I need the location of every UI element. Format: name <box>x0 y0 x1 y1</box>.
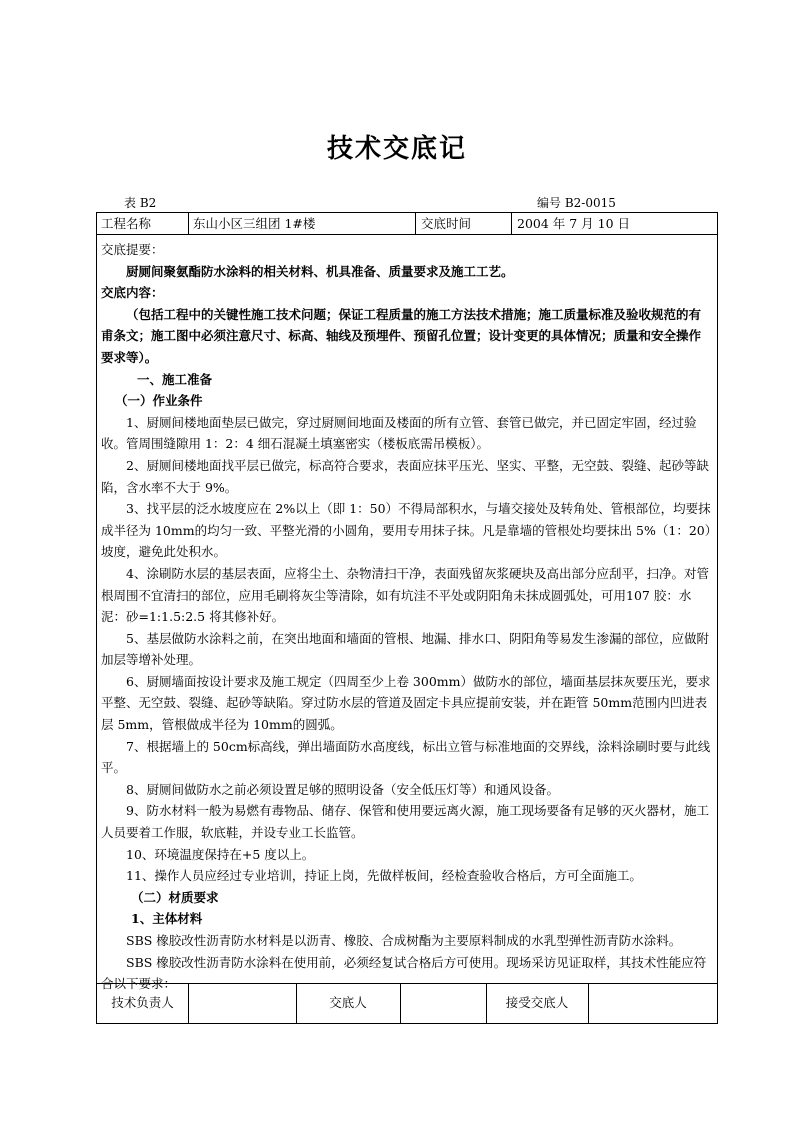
disclosure-content <box>101 239 713 995</box>
discloser-label: 交底人 <box>329 995 367 1010</box>
content-label: 交底内容： <box>101 285 164 301</box>
summary-label: 交底提要： <box>101 242 164 257</box>
material-paragraph: SBS 橡胶改性沥青防水材料是以沥青、橡胶、合成树酯为主要原料制成的水乳型弹性沥青防水涂料。 <box>126 933 682 948</box>
disclosure-form <box>96 212 718 1024</box>
condition-item: 6、厨厕墙面按设计要求及施工规定（四周至少上卷 300mm）做防水的部位，墙面基层抹灰要压光，要求平整、无空鼓、裂缝、起砂等缺陷。穿过防水层的管道及固定卡具应提前安装，并在距管 50mm范围内凹进表层 5mm，管根做成半径为 10mm的圆弧。 <box>101 673 711 733</box>
content-note: （包括工程中的关键性施工技术问题；保证工程质量的施工方法技术措施；施工质量标准及验收规范的有甫条文；施工图中必须注意尺寸、标高、轴线及预埋件、预留孔位置；设计变更的具体情况；质量和安全操作要求等）。 <box>101 306 702 365</box>
condition-item: 3、找平层的泛水坡度应在 2%以上（即 1：50）不得局部积水，与墙交接处及转角处、管根部位，均要抹成半径为 10mm的均匀一致、平整光滑的小圆角，要用专用抹子抹。凡是靠墙的管根处均要抹出 5%（1：20）坡度，避免此处积水。 <box>101 501 711 560</box>
subsection-heading: 1、主体材料 <box>131 911 203 927</box>
condition-item: 10、环境温度保持在+5 度以上。 <box>126 846 315 862</box>
condition-item: 1、厨厕间楼地面垫层已做完，穿过厨厕间地面及楼面的所有立管、套管已做完，并已固定牢固，经过验收。管周围缝隙用 1：2：4 细石混凝土填塞密实（楼板底需吊模板）。 <box>101 414 697 452</box>
header-divider <box>415 213 416 234</box>
condition-item: 2、厨厕间楼地面找平层已做完，标高符合要求，表面应抹平压光、坚实、平整，无空鼓、裂缝、起砂等缺陷，含水率不大于 9%。 <box>101 457 709 495</box>
serial-number: 编号 B2-0015 <box>537 196 616 210</box>
header-row-divider <box>97 234 717 235</box>
signature-divider <box>188 983 189 1023</box>
condition-item: 8、厨厕间做防水之前必须设置足够的照明设备（安全低压灯等）和通风设备。 <box>126 781 559 797</box>
header-divider <box>188 213 189 234</box>
section-heading: 一、施工准备 <box>137 371 213 387</box>
signature-divider <box>588 983 589 1023</box>
document-title: 技术交底记 <box>326 134 467 164</box>
disclosure-time-label: 交底时间 <box>421 216 472 231</box>
header-divider <box>511 213 512 234</box>
signature-row-divider <box>97 983 717 984</box>
receiver-label: 接受交底人 <box>505 995 569 1010</box>
tech-lead-label: 技术负责人 <box>111 995 174 1010</box>
condition-item: 5、基层做防水涂料之前，在突出地面和墙面的管根、地漏、排水口、阴阳角等易发生渗漏的部位，应做附加层等增补处理。 <box>101 630 709 668</box>
material-paragraph: SBS 橡胶改性沥青防水涂料在使用前，必须经复试合格后方可使用。现场采访见证取样，其技术性能应符合以下要求： <box>101 954 707 992</box>
condition-item: 7、根据墙上的 50cm标高线，弹出墙面防水高度线，标出立管与标准地面的交界线，涂料涂刷时要与此线平。 <box>101 738 711 776</box>
summary-text: 厨厕间聚氨酯防水涂料的相关材料、机具准备、质量要求及施工工艺。 <box>126 263 514 279</box>
project-name-label: 工程名称 <box>101 216 152 231</box>
condition-item: 9、防水材料一般为易燃有毒物品、储存、保管和使用要远离火源，施工现场要备有足够的灭火器材，施工人员要着工作服，软底鞋，并设专业工长监管。 <box>101 803 709 841</box>
disclosure-time-value: 2004 年 7 月 10 日 <box>517 216 631 231</box>
condition-item: 11、操作人员应经过专业培训，持证上岗，先做样板间，经检查验收合格后，方可全面施工。 <box>126 868 642 884</box>
project-name-value: 东山小区三组团 1#楼 <box>193 216 316 231</box>
form-number: 表 B2 <box>124 196 157 210</box>
subsection-heading: （一）作业条件 <box>115 393 203 409</box>
signature-divider <box>400 983 401 1023</box>
condition-item: 4、涂刷防水层的基层表面，应将尘土、杂物清扫干净，表面残留灰浆硬块及高出部分应刮平，扫净。对管根周围不宜清扫的部位，应用毛刷将灰尘等清除，如有坑洼不平处或阴阳角未抹成圆弧处，可用107 胶：水泥：砂=1:1.5:2.5 将其修补好。 <box>101 565 709 625</box>
subsection-heading: （二）材质要求 <box>131 889 219 905</box>
